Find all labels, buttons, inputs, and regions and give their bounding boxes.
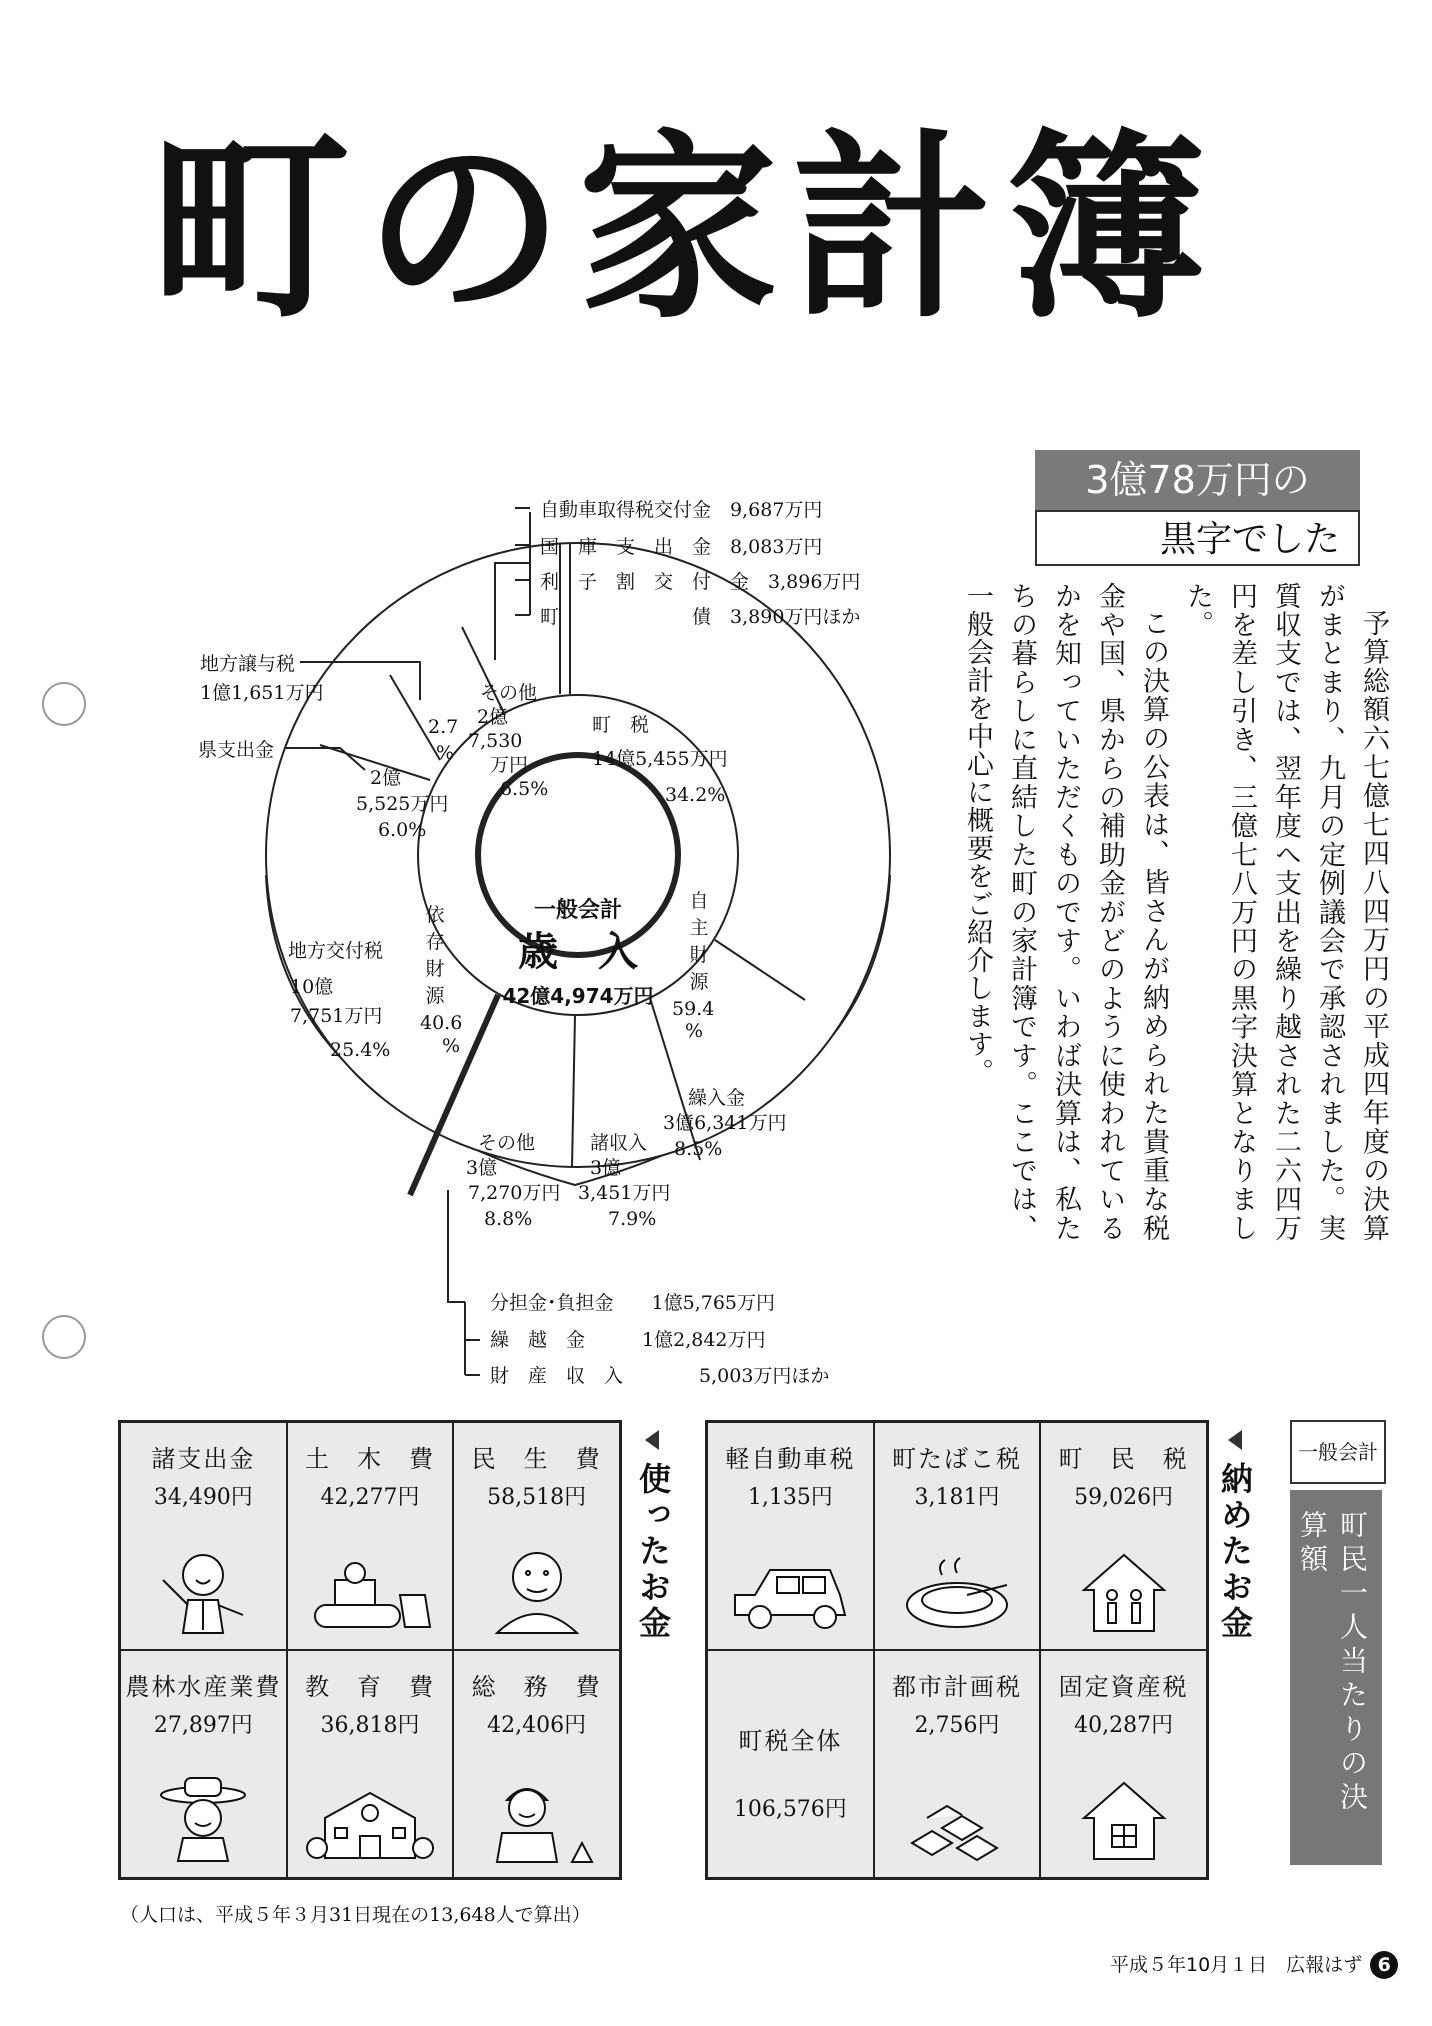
bottom-list-item: 繰 越 金 1億2,842万円 — [490, 1329, 766, 1351]
seg-chiho-kofu-name: 地方交付税 — [288, 940, 384, 962]
side-label-general: 一般会計 — [1290, 1420, 1386, 1484]
ashtray-icon — [897, 1555, 1017, 1635]
footer-date: 平成５年10月１日 広報はず — [1110, 1954, 1363, 1976]
paid-cell: 固定資産税 40,287円 — [1040, 1650, 1207, 1878]
top-list-item: 自動車取得税交付金 9,687万円 — [540, 499, 823, 521]
paid-cell: 都市計画税 2,756円 — [874, 1650, 1041, 1878]
bottom-list-item: 分担金･負担金 1億5,765万円 — [490, 1292, 776, 1314]
seg-other-top-name: その他 — [480, 682, 538, 704]
center-label: 一般会計 歳 入 42億4,974万円 — [502, 898, 654, 1008]
seg-other-bottom-name: その他 — [478, 1132, 536, 1154]
seg-ken-pct: 6.0% — [378, 819, 427, 841]
seg-kuri-name: 繰入金 — [688, 1087, 746, 1109]
spent-cell: 土 木 費 42,277円 — [287, 1422, 454, 1650]
house-icon — [1074, 1773, 1174, 1863]
car-icon — [725, 1555, 855, 1635]
seg-chiho-kofu-amount: 10億 — [290, 976, 334, 998]
seg-shoshu-pct: 7.9% — [608, 1208, 657, 1230]
top-list-item: 国 庫 支 出 金 8,083万円 — [540, 536, 823, 558]
paid-label: 納めたお金 — [1216, 1462, 1254, 1642]
inner-dependent-pct: 40.6 — [420, 1012, 463, 1034]
page-footer — [1110, 1950, 1398, 1979]
seg-chiho-kofu-pct: 25.4% — [330, 1039, 391, 1061]
seg-town-tax-name: 町 税 — [592, 714, 650, 736]
inner-own: 自 主 財 源 — [689, 890, 709, 993]
spent-table — [118, 1420, 622, 1880]
seg-other-bottom-pct: 8.8% — [484, 1208, 533, 1230]
inner-own-pct: 59.4 — [672, 998, 715, 1020]
waving-man-icon — [153, 1545, 253, 1635]
inner-dependent: 依 存 財 源 — [425, 904, 445, 1007]
paid-cell: 町税全体 106,576円 — [707, 1650, 874, 1878]
callout-ken-name: 県支出金 — [198, 739, 275, 761]
seg-kuri-pct: 8.5% — [674, 1138, 723, 1160]
seg-ken-amount: 2億 — [370, 767, 402, 789]
office-worker-icon — [477, 1778, 597, 1863]
seg-town-tax-amount: 14億5,455万円 — [592, 748, 728, 770]
headline-line1: 3億78万円の — [1035, 450, 1360, 510]
paid-cell: 町たばこ税 3,181円 — [874, 1422, 1041, 1650]
school-icon — [305, 1778, 435, 1863]
seg-kuri-amount: 3億6,341万円 — [663, 1112, 787, 1134]
seg-other-bottom-amount: 3億 — [466, 1157, 498, 1179]
seg-other-top-amount: 7,530 — [468, 730, 523, 752]
seg-shoshu-amount: 3億 — [590, 1157, 622, 1179]
spent-label: 使ったお金 — [634, 1462, 672, 1642]
bulldozer-icon — [305, 1555, 435, 1635]
family-house-icon — [1074, 1545, 1174, 1635]
body-paragraph: 予算総額六七億七四八四万円の平成四年度の決算がまとまり、九月の定例議会で承認されました。実質収支では、翌年度へ支出を繰り越された二六四万円を差し引き、三億七八万円の黒字決算となりました。 — [1182, 582, 1389, 1242]
seg-shoshu-name: 諸収入 — [590, 1132, 648, 1154]
arrow-icon — [645, 1430, 659, 1450]
headline-line2: 黒字でした — [1035, 510, 1360, 566]
callout-jouyo-amount: 1億1,651万円 — [200, 682, 324, 704]
page-title: 町の家計簿 — [150, 113, 1221, 346]
spent-cell: 諸支出金 34,490円 — [120, 1422, 287, 1650]
top-list-item: 利 子 割 交 付 金 3,896万円 — [540, 571, 861, 593]
spent-cell: 総 務 費 42,406円 — [453, 1650, 620, 1878]
body-paragraph: この決算の公表は、皆さんが納められた貴重な税金や国、県からの補助金がどのように使われているかを知っていただくものです。いわば決算は、私たちの暮らしに直結した町の家計簿です。ここでは、一般会計を中心に概要をご紹介します。 — [962, 582, 1169, 1242]
seg-other-top-amount: 万円 — [490, 754, 529, 776]
seg-shoshu-amount: 3,451万円 — [578, 1182, 671, 1204]
seg-jouyo-pct: 2.7 — [428, 716, 459, 738]
seg-chiho-kofu-amount: 7,751万円 — [290, 1005, 383, 1027]
spent-cell: 教 育 費 36,818円 — [287, 1650, 454, 1878]
inner-dependent-pct-unit: % — [442, 1035, 461, 1057]
leader-line — [448, 1190, 465, 1302]
bottom-list-item: 財 産 収 入 5,003万円ほか — [490, 1365, 830, 1387]
page-number: 6 — [1370, 1951, 1398, 1979]
town-blocks-icon — [902, 1793, 1012, 1863]
seg-other-top-pct: 6.5% — [500, 778, 549, 800]
inner-own-pct-unit: % — [685, 1020, 704, 1042]
spent-cell: 民 生 費 58,518円 — [453, 1422, 620, 1650]
population-note: （人口は、平成５年３月31日現在の13,648人で算出） — [120, 1904, 591, 1926]
seg-other-top-amount: 2億 — [477, 706, 509, 728]
arrow-icon — [1228, 1430, 1242, 1450]
side-label-per-capita: 町民一人当たりの決算額 — [1290, 1490, 1382, 1865]
seg-jouyo-pct-unit: % — [436, 742, 455, 764]
elderly-man-icon — [482, 1545, 592, 1635]
paid-cell: 町 民 税 59,026円 — [1040, 1422, 1207, 1650]
paid-table — [705, 1420, 1209, 1880]
farmer-icon — [153, 1773, 253, 1863]
top-list-item: 町 債 3,890万円ほか — [540, 606, 861, 628]
seg-ken-amount: 5,525万円 — [356, 793, 449, 815]
paid-cell: 軽自動車税 1,135円 — [707, 1422, 874, 1650]
spent-cell: 農林水産業費 27,897円 — [120, 1650, 287, 1878]
callout-jouyo-name: 地方譲与税 — [200, 653, 296, 675]
seg-other-bottom-amount: 7,270万円 — [468, 1182, 561, 1204]
seg-town-tax-pct: 34.2% — [665, 784, 726, 806]
